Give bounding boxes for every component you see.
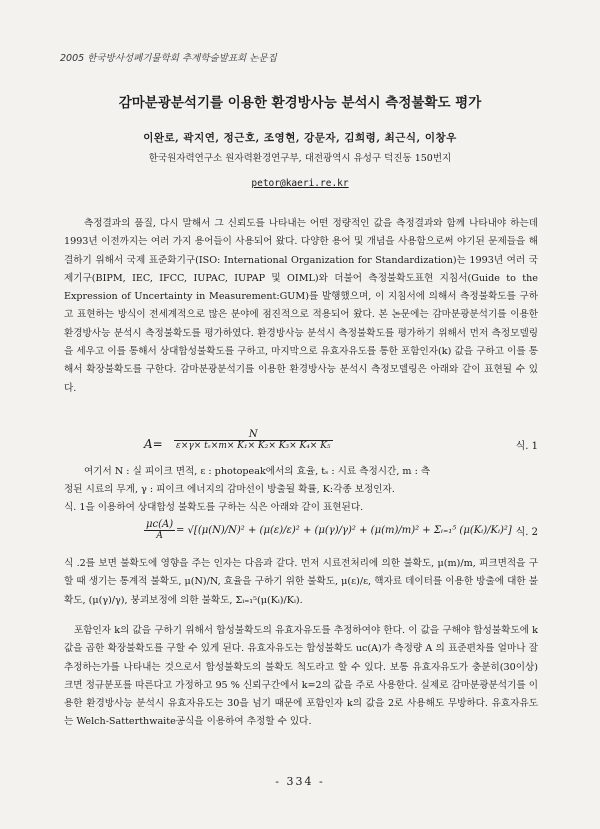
page-number: - 334 - [275, 775, 325, 788]
equation-2-lhs-numerator: μc(A) [146, 519, 174, 530]
equation-2-lhs [144, 519, 175, 541]
equation-2-intro: 식. 1을 이용하여 상대합성 불확도를 구하는 식은 아래와 같이 표현된다. [64, 502, 364, 513]
affiliation: 한국원자력연구소 원자력환경연구부, 대전광역시 유성구 덕진동 150번지 [148, 153, 452, 164]
body-paragraph-intro: 측정결과의 품질, 다시 말해서 그 신뢰도를 나타내는 어떤 정량적인 값을 측정결과와 함께 나타내야 하는데 1993년 이전까지는 여러 가지 용어들이 사용되어 왔다. 다양한 용어 및 개념을 사용함으로써 야기된 문제들을 해결하기 위해서 국제 표준화기구(ISO: International Organization for Standardization)는 1993년 여러 국제기구(BIPM, IEC, IFCC, IUPAC, IUPAP 및 OIML)와 더불어 측정불확도표현 지침서(Guide to the Expression of Uncertainty in Measurement:GUM)를 발행했으며, 이 지침서에 의해서 측정불확도를 구하고 표현하는 방식이 전세계적으로 많은 분야에 점진적으로 적용되어 왔다. 본 논문에는 감마분광분석기를 이용한 환경방사능 분석시 측정불확도를 평가하였다. 환경방사능 분석시 측정불확도를 평가하기 위해서 먼저 측정모델링을 세우고 이를 통해서 상대합성불확도를 구하고, 마지막으로 유효자유도를 통한 포함인자(k) 값을 구하고 이를 통해서 확장불확도를 구한다. 감마분광분석기를 이용한 환경방사능 분석시 측정모델링은 아래와 같이 표현될 수 있다. [64, 218, 538, 394]
equation-2-rhs: = √[(μ(N)/N)² + (μ(ε)/ε)² + (μ(γ)/γ)² + (μ(m)/m)² + Σᵢ₌₁⁵ (μ(Kᵢ)/Kᵢ)²] [176, 525, 512, 536]
equation-2-number: 식. 2 [515, 527, 538, 538]
equation-1-lhs: A= [144, 437, 163, 451]
paper-title: 감마분광분석기를 이용한 환경방사능 분석시 측정불확도 평가 [118, 95, 482, 111]
equation-1-fraction [174, 429, 333, 451]
equation-2-lhs-denominator: A [156, 531, 163, 541]
authors: 이완로, 곽지연, 정근호, 조영현, 강문자, 김희령, 최근식, 이창우 [143, 132, 457, 144]
symbol-definitions-1: 여기서 N : 실 피이크 면적, ε : photopeak에서의 효율, tₛ : 시료 측정시간, m : 측 [84, 466, 431, 477]
proceedings-header: 2005 한국방사성폐기물학회 추계학술발표회 논문집 [60, 53, 277, 64]
equation-2 [64, 515, 538, 557]
equation-1-numerator: N [174, 429, 333, 441]
author-email[interactable]: petor@kaeri.re.kr [251, 178, 349, 189]
body-paragraph-factors: 식 .2를 보면 불확도에 영향을 주는 인자는 다음과 같다. 먼저 시료전처리에 의한 불확도, μ(m)/m, 피크면적을 구할 때 생기는 통계적 불확도, μ(N)/N, 효율을 구하기 위한 불확도, μ(ε)/ε, 핵자료 데이터를 이용한 방출에 대한 불확도, (μ(γ)/γ), 붕괴보정에 의한 불확도, Σᵢ₌₁⁵(μ(Kᵢ)/Kᵢ). [64, 558, 538, 606]
equation-1 [64, 429, 538, 461]
symbol-definitions-2: 정된 시료의 무게, γ : 피이크 에너지의 감마선이 방출될 확률, K:각종 보정인자. [64, 484, 395, 495]
body-paragraph-coverage: 포함인자 k의 값을 구하기 위해서 합성불확도의 유효자유도를 추정하여야 한다. 이 값을 구해야 합성불확도에 k값을 곱한 확장불확도를 구할 수 있게 된다. 유효자유도는 합성불확도 uc(A)가 측정량 A 의 표준편차를 얼마나 잘 추정하는가를 나타내는 것으로서 합성불확도의 불확도 척도라고 할 수 있다. 보통 유효자유도가 충분히(30이상) 크면 정규분포를 따른다고 가정하고 95 % 신뢰구간에서 k=2의 값을 주로 사용한다. 실제로 감마분광분석기를 이용한 환경방사능 분석시 유효자유도는 30을 넘기 때문에 포함인자 k의 값을 2로 사용해도 무방하다. 유효자유도는 Welch-Satterthwaite공식을 이용하여 추정할 수 있다. [64, 625, 538, 728]
equation-1-denominator: ε×γ× tₛ×m× K₁× K₂× K₃× K₄× K₅ [176, 441, 331, 451]
equation-1-number: 식. 1 [515, 441, 538, 452]
